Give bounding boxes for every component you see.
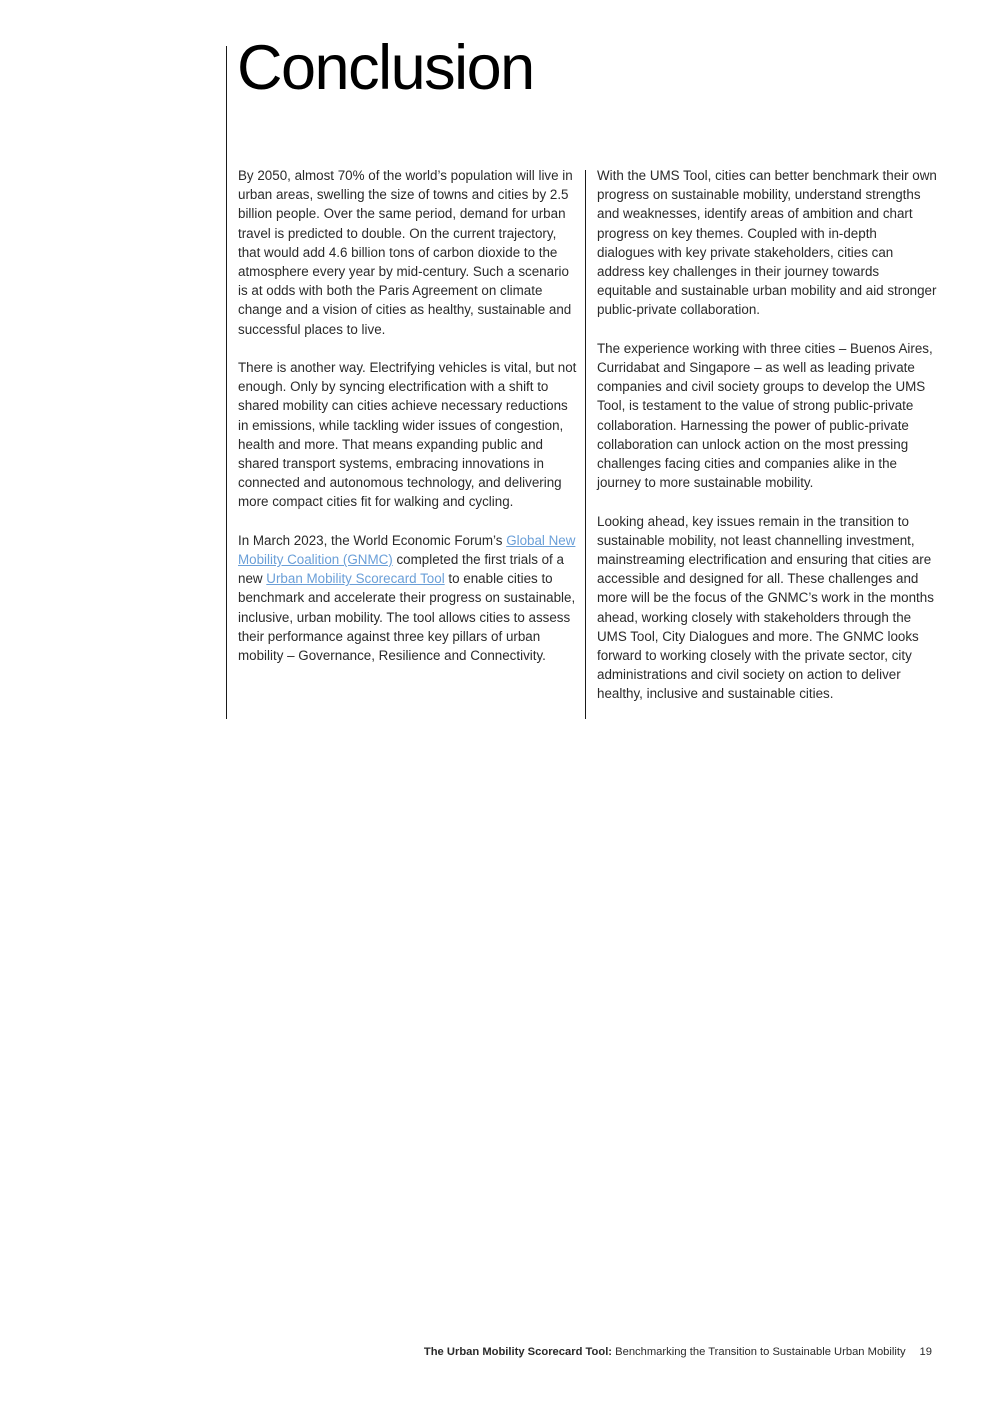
right-paragraph-2: The experience working with three cities – Buenos Aires, Curridabat and Singapore – as well as leading private companies and civil society groups to develop the UMS Tool, is testament to the value of strong public-private collaboration. Harnessing the power of public-private collaboration can unlock action on the most pressing challenges facing cities and companies alike in the journey to more sustainable mobility. <box>597 340 933 491</box>
page-footer <box>424 1346 932 1358</box>
column-divider-rule <box>585 170 586 719</box>
right-paragraph-3: Looking ahead, key issues remain in the transition to sustainable mobility, not least channelling investment, mainstreaming electrification and ensuring that cities are accessible and designed for all. These challenges and more will be the focus of the GNMC’s work in the months ahead, working closely with stakeholders through the UMS Tool, City Dialogues and more. The GNMC looks forward to working closely with the private sector, city administrations and civil society on action to deliver healthy, inclusive and sustainable cities. <box>597 513 934 702</box>
left-paragraph-3-text-b: completed the first trials of a new <box>238 552 564 587</box>
footer-report-title: The Urban Mobility Scorecard Tool: <box>423 1346 613 1358</box>
left-paragraph-3-text-c: to enable cities to benchmark and accelerate their progress on sustainable, inclusive, urban mobility. The tool allows cities to assess their performance against three key pillars of urban mobility – Governance, Resilience and Connectivity. <box>238 571 576 664</box>
page-number: 19 <box>919 1346 932 1358</box>
ums-tool-link[interactable]: Urban Mobility Scorecard Tool <box>266 571 445 587</box>
right-column <box>597 166 937 723</box>
left-column <box>238 166 578 684</box>
title-vertical-rule <box>226 46 227 719</box>
right-paragraph-1: With the UMS Tool, cities can better benchmark their own progress on sustainable mobility, understand strengths and weaknesses, identify areas of ambition and chart progress on key themes. Coupled with in-depth dialogues with key private stakeholders, cities can address key challenges in their journey towards equitable and sustainable urban mobility and aid stronger public-private collaboration. <box>597 168 937 318</box>
left-paragraph-3 <box>238 531 578 665</box>
left-paragraph-2: There is another way. Electrifying vehicles is vital, but not enough. Only by syncing electrification with a shift to shared mobility can cities achieve necessary reductions in emissions, while tackling wider issues of congestion, health and more. That means expanding public and shared transport systems, embracing innovations in connected and autonomous technology, and delivering more compact cities fit for walking and cycling. <box>238 360 577 510</box>
page-title: Conclusion <box>237 33 534 103</box>
left-paragraph-3-text-a: In March 2023, the World Economic Forum’s <box>238 532 507 548</box>
gnmc-link[interactable]: Global New Mobility Coalition (GNMC) <box>238 532 576 568</box>
footer-report-subtitle: Benchmarking the Transition to Sustainable Urban Mobility <box>612 1346 906 1358</box>
left-paragraph-1: By 2050, almost 70% of the world’s population will live in urban areas, swelling the size of towns and cities by 2.5 billion people. Over the same period, demand for urban travel is predicted to double. On the current trajectory, that would add 4.6 billion tons of carbon dioxide to the atmosphere every year by mid-century. Such a scenario is at odds with both the Paris Agreement on climate change and a vision of cities as healthy, sustainable and successful places to live. <box>238 168 573 337</box>
